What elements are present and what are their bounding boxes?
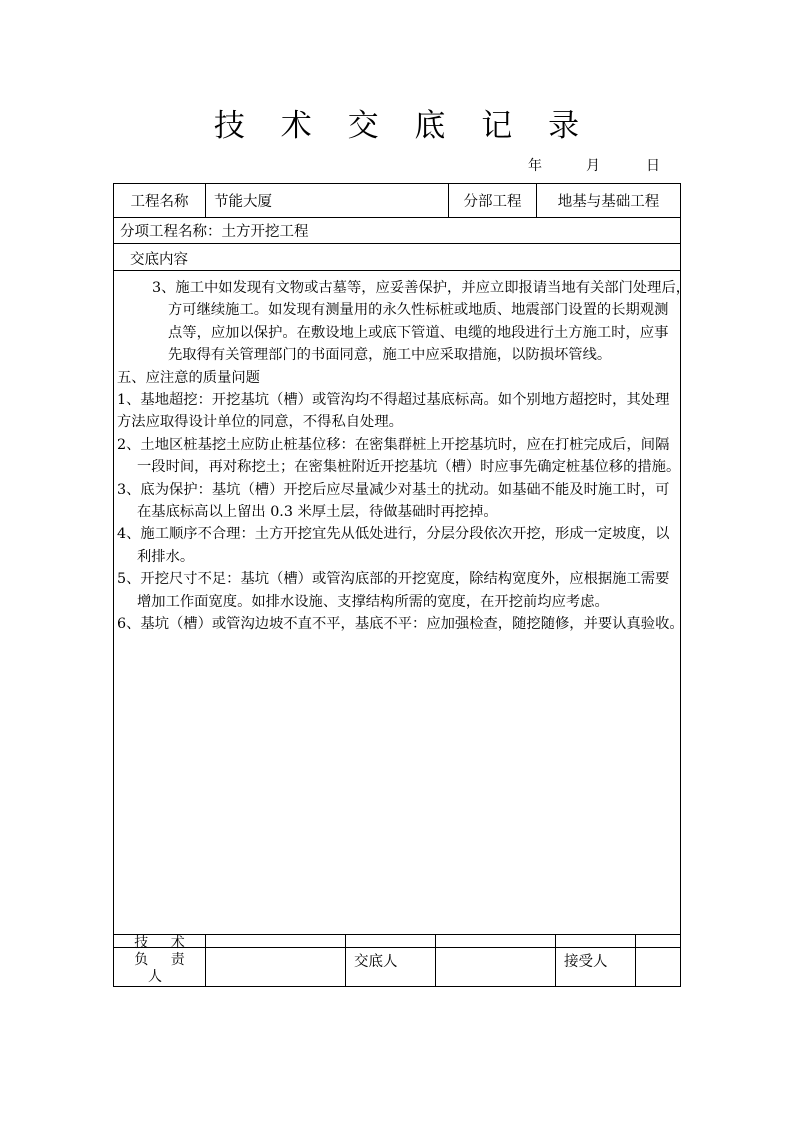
tech-lead-label-line2: 负 责 人 [134, 952, 194, 985]
list-item-line: 方法应取得设计单位的同意，不得私自处理。 [117, 414, 403, 431]
quality-issue-list [117, 389, 793, 635]
project-name-value: 节能大厦 [214, 194, 272, 210]
list-item [117, 568, 793, 613]
date-line [113, 155, 680, 177]
content-body [114, 271, 691, 947]
receiver-label: 接受人 [564, 954, 608, 970]
paragraph-line: 先取得有关管理部门的书面同意，施工中应采取措施，以防损坏管线。 [168, 347, 612, 364]
list-item [117, 613, 793, 635]
content-cell[interactable] [114, 271, 691, 948]
tech-lead-label-line1: 技 术 [134, 935, 194, 951]
signature-table [113, 934, 681, 987]
list-item-line: 5、开挖尺寸不足：基坑（槽）或管沟底部的开挖宽度，除结构宽度外，应根据施工需要 [117, 571, 670, 588]
table-row-content-header [114, 244, 681, 271]
project-name-label-cell [114, 184, 206, 218]
subitem-cell[interactable] [114, 218, 681, 244]
list-item-line: 增加工作面宽度。如排水设施、支撑结构所需的宽度，在开挖前均应考虑。 [137, 593, 609, 610]
page-title: 技 术 交 底 记 录 [213, 108, 593, 144]
list-item [117, 434, 793, 479]
list-item [117, 523, 793, 568]
paragraph-line: 点等，应加以保护。在敷设地上或底下管道、电缆的地段进行土方施工时，应事 [168, 324, 669, 341]
discloser-label-cell [346, 935, 436, 987]
table-row-content [114, 271, 681, 948]
subitem-text: 分项工程名称：土方开挖工程 [120, 224, 309, 240]
paragraph-line: 方可继续施工。如发现有测量用的永久性标桩或地质、地震部门设置的长期观测 [168, 302, 669, 319]
content-header-cell [114, 244, 681, 271]
tech-lead-label-cell [114, 935, 206, 987]
list-item-line: 利排水。 [137, 548, 195, 565]
list-item [117, 389, 793, 434]
list-item-line: 3、底为保护：基坑（槽）开挖后应尽量减少对基土的扰动。如基础不能及时施工时，可 [117, 481, 670, 498]
list-item-line: 1、基地超挖：开挖基坑（槽）或管沟均不得超过基底标高。如个别地方超挖时，其处理 [117, 392, 670, 408]
discloser-label: 交底人 [354, 954, 398, 970]
list-item [117, 479, 793, 524]
table-row-project [114, 184, 681, 218]
list-item-line: 4、施工顺序不合理：土方开挖宜先从低处进行，分层分段依次开挖，形成一定坡度，以 [117, 526, 670, 543]
table-row-subitem [114, 218, 681, 244]
receiver-value-cell[interactable] [636, 935, 681, 987]
receiver-label-cell [556, 935, 636, 987]
list-item-line: 在基底标高以上留出 0.3 米厚土层，待做基础时再挖掉。 [137, 504, 498, 521]
tech-lead-value-cell[interactable] [206, 935, 346, 987]
tech-lead-label [122, 935, 197, 986]
paragraph-item-3 [132, 277, 793, 367]
list-item-line: 6、基坑（槽）或管沟边坡不直不平，基底不平：应加强检查，随挖随修，并要认真验收。 [117, 616, 684, 633]
list-item-line: 一段时间，再对称挖土；在密集桩附近开挖基坑（槽）时应事先确定桩基位移的措施。 [137, 459, 681, 476]
table-row-signatures [114, 935, 681, 987]
main-table [113, 183, 691, 948]
date-month-label: 月 [586, 158, 600, 174]
content-header-text: 交底内容 [130, 252, 188, 268]
division-value: 地基与基础工程 [557, 194, 660, 210]
division-label: 分部工程 [463, 194, 522, 210]
project-name-value-cell[interactable] [206, 184, 449, 218]
section-heading: 五、应注意的质量问题 [117, 370, 260, 386]
list-item-line: 2、土地区桩基挖土应防止桩基位移：在密集群桩上开挖基坑时，应在打桩完成后，间隔 [117, 436, 670, 453]
discloser-value-cell[interactable] [436, 935, 556, 987]
division-label-cell [449, 184, 537, 218]
project-name-label: 工程名称 [130, 194, 189, 210]
date-year-label: 年 [528, 158, 542, 174]
paragraph-line: 3、施工中如发现有文物或古墓等，应妥善保护，并应立即报请当地有关部门处理后， [152, 280, 691, 296]
division-value-cell[interactable] [537, 184, 681, 218]
date-day-label: 日 [646, 158, 660, 174]
